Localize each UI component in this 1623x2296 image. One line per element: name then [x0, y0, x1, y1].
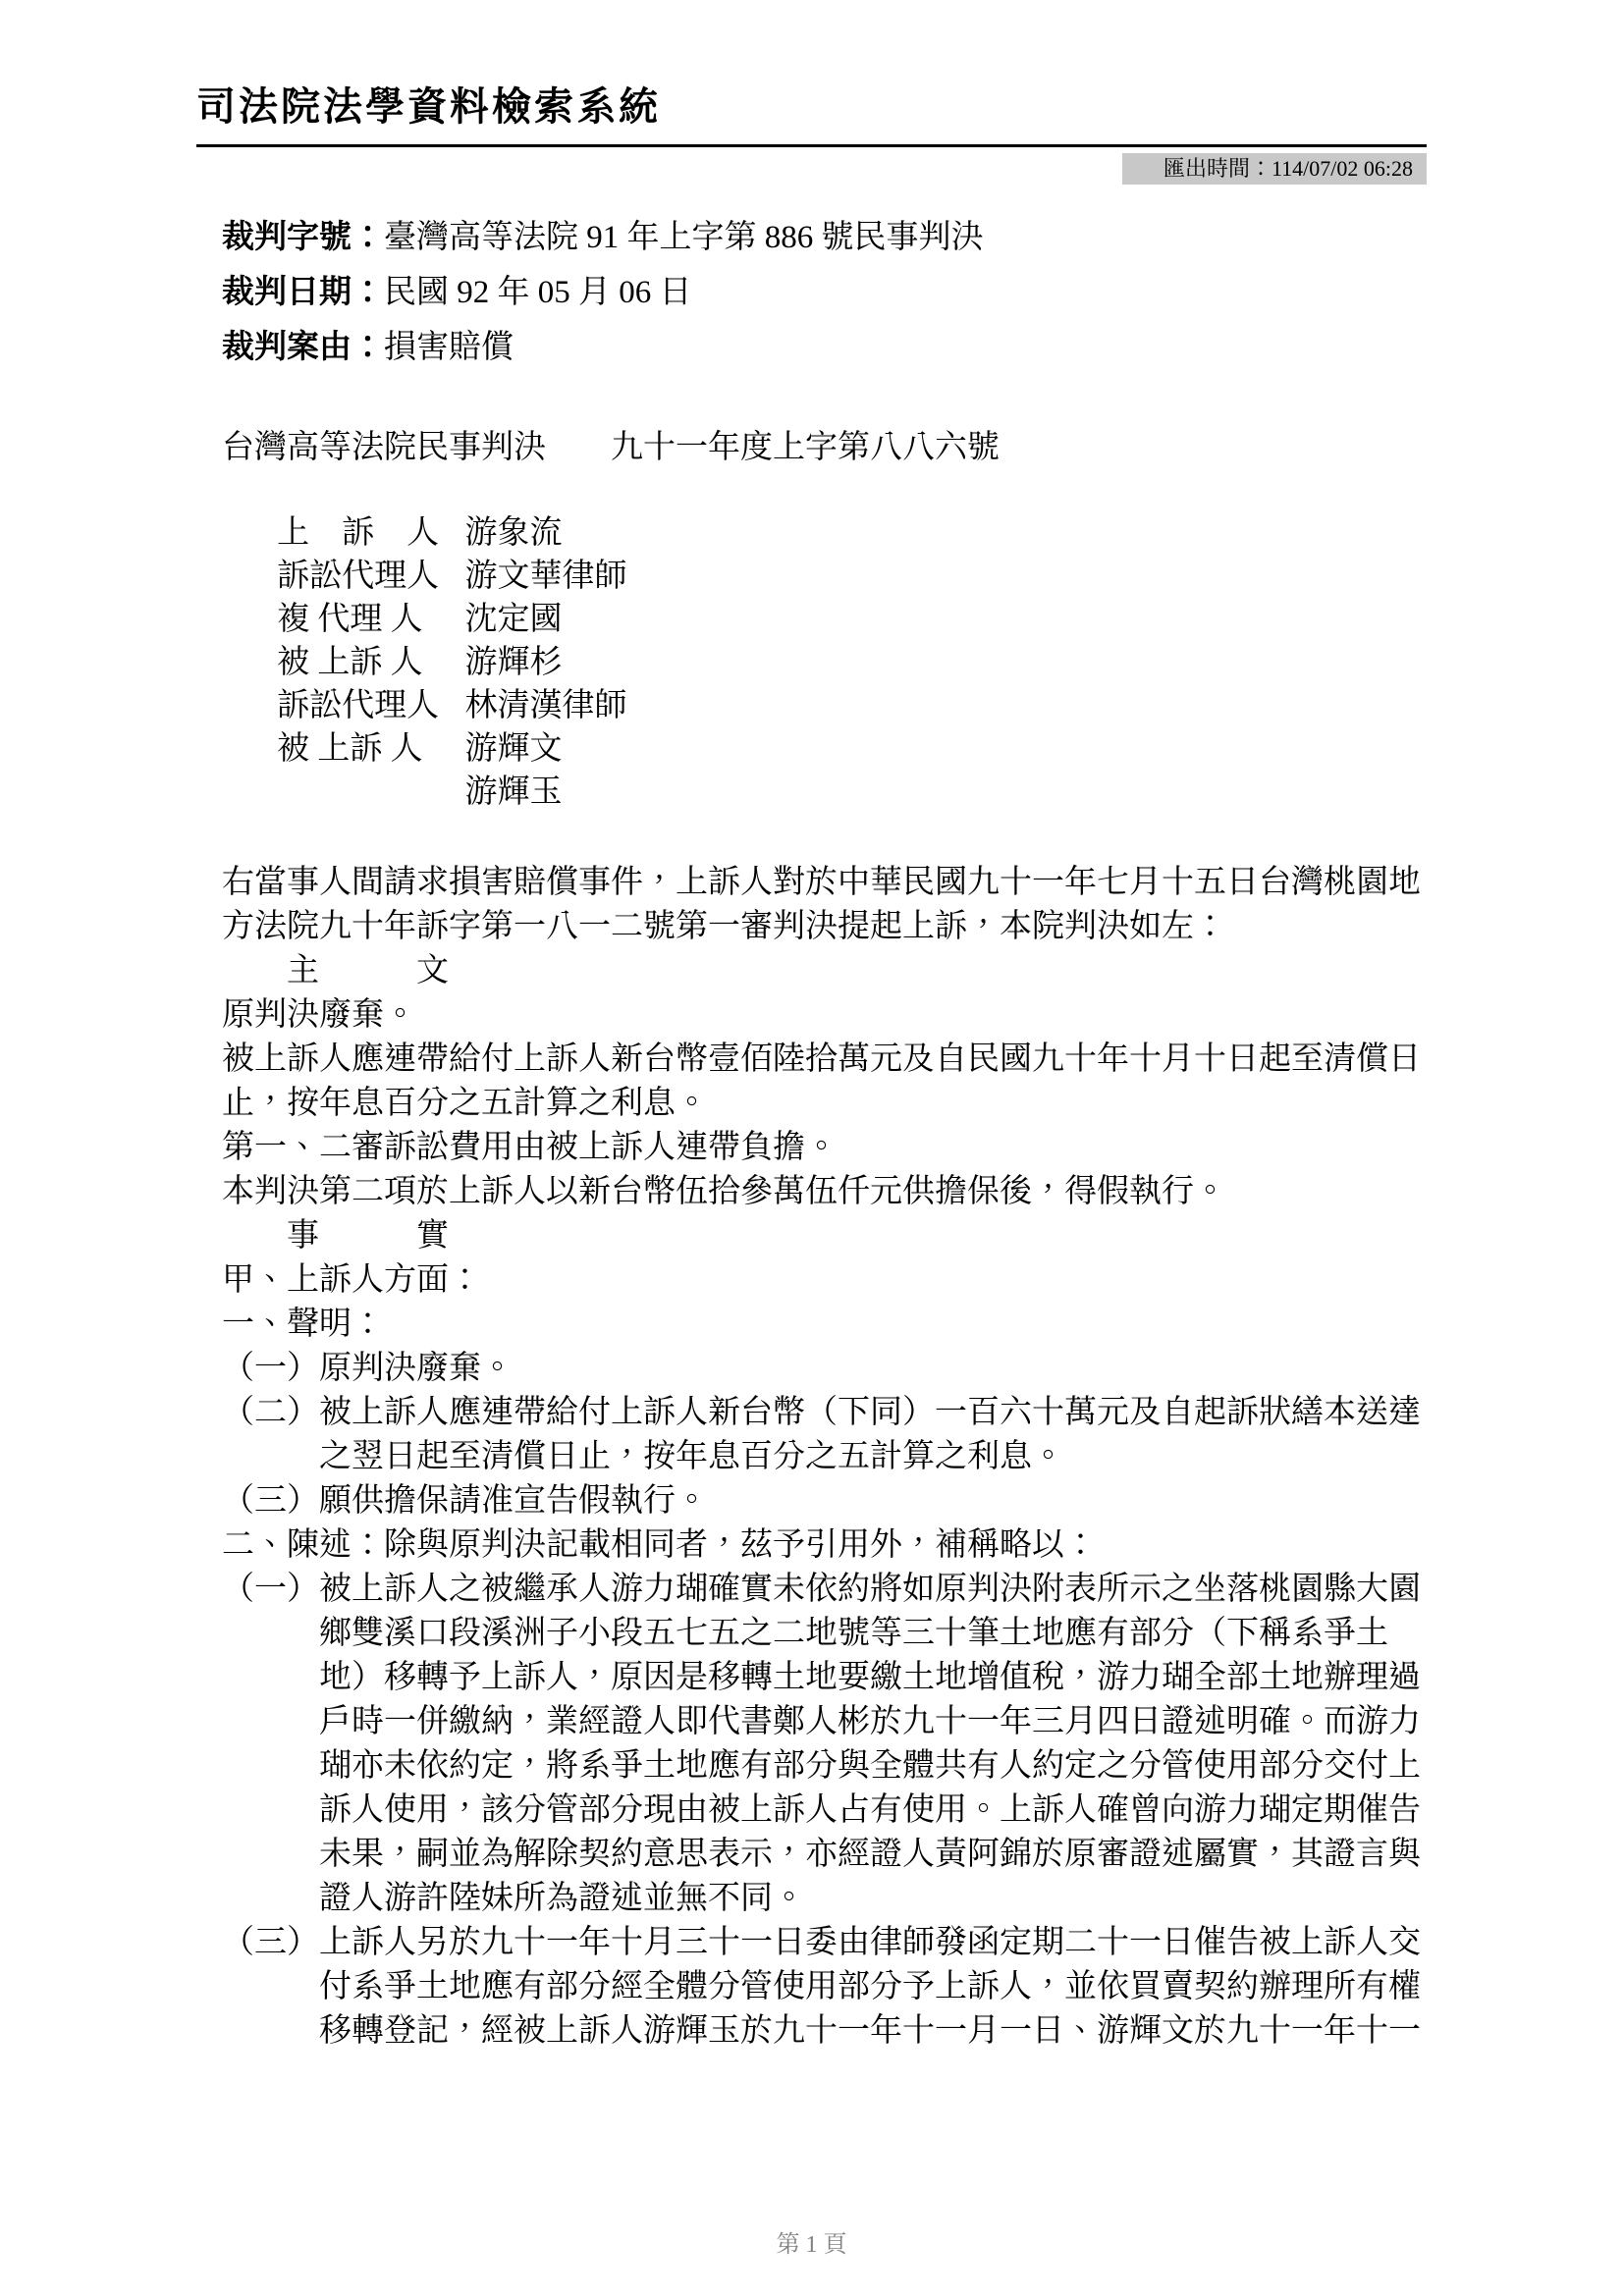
list-item: （三）願供擔保請准宣告假執行。 [222, 1483, 708, 1519]
paragraph: 一、聲明： [222, 1307, 384, 1342]
export-time-badge: 匯出時間：114/07/02 06:28 [1122, 153, 1427, 185]
list-item: （一）被上訴人之被繼承人游力瑚確實未依約將如原判決附表所示之坐落桃園縣大園鄉雙溪口段溪洲子小段五七五之二地號等三十筆土地應有部分（下稱系爭土地）移轉予上訴人，原因是移轉土地要繳土地增值稅，游力瑚全部土地辦理過戶時一併繳納，業經證人即代書鄭人彬於九十一年三月四日證述明確。而游力瑚亦未依約定，將系爭土地應有部分與全體共有人約定之分管使用部分交付上訴人使用，該分管部分現由被上訴人占有使用。上訴人確曾向游力瑚定期催告未果，嗣並為解除契約意思表示，亦經證人黃阿錦於原審證述屬實，其證言與證人游許陸妹所為證述並無不同。 [222, 1572, 1421, 1916]
party-name: 游輝玉 [464, 774, 563, 810]
list-item: （三）上訴人另於九十一年十月三十一日委由律師發函定期二十一日催告被上訴人交付系爭土地應有部分經全體分管使用部分予上訴人，並依買賣契約辦理所有權移轉登記，經被上訴人游輝玉於九十一年十一月一日、游輝文於九十一年十一 [222, 1925, 1421, 2049]
party-name: 游文華律師 [464, 559, 627, 594]
party-name: 游象流 [464, 515, 563, 551]
party-row [222, 641, 1427, 684]
metadata-value: 民國 92 年 05 月 06 日 [384, 275, 692, 310]
paragraph: 原判決廢棄。 [222, 997, 416, 1033]
export-time-row [196, 153, 1427, 185]
paragraph: 第一、二審訴訟費用由被上訴人連帶負擔。 [222, 1130, 838, 1165]
paragraph-preamble: 右當事人間請求損害賠償事件，上訴人對於中華民國九十一年七月十五日台灣桃園地方法院九十年訴字第一八一二號第一審判決提起上訴，本院判決如左： [222, 865, 1421, 944]
party-name: 沈定國 [464, 602, 563, 637]
party-row [222, 771, 1427, 814]
party-name: 游輝杉 [464, 645, 563, 680]
party-row [222, 684, 1427, 727]
page-footer [0, 2224, 1623, 2259]
party-role: 被 上訴 人 [277, 731, 423, 767]
parties-list [196, 511, 1427, 814]
metadata-label: 裁判字號： [222, 220, 384, 255]
party-role: 上 訴 人 [277, 515, 440, 551]
party-role: 複 代理 人 [277, 602, 423, 637]
party-role: 訴訟代理人 [277, 559, 440, 594]
party-row [222, 511, 1427, 555]
party-row [222, 727, 1427, 771]
metadata-value: 臺灣高等法院 91 年上字第 886 號民事判決 [384, 220, 984, 255]
paragraph: 本判決第二項於上訴人以新台幣伍拾參萬伍仟元供擔保後，得假執行。 [222, 1174, 1226, 1209]
paragraph: 被上訴人應連帶給付上訴人新台幣壹佰陸拾萬元及自民國九十年十月十日起至清償日止，按年息百分之五計算之利息。 [222, 1041, 1421, 1121]
page-number: 第 1 頁 [776, 2232, 847, 2258]
section-heading-main-text: 主 文 [222, 953, 449, 988]
metadata-row-case-cause [222, 320, 1427, 375]
party-name: 林清漢律師 [464, 688, 627, 723]
case-title: 台灣高等法院民事判決 九十一年度上字第八八六號 [222, 430, 1000, 465]
party-row [222, 555, 1427, 598]
party-role: 被 上訴 人 [277, 645, 423, 680]
section-heading-facts: 事 實 [222, 1218, 449, 1254]
metadata-value: 損害賠償 [384, 330, 514, 365]
list-item: （二）被上訴人應連帶給付上訴人新台幣（下同）一百六十萬元及自起訴狀繕本送達之翌日起至清償日止，按年息百分之五計算之利息。 [222, 1395, 1421, 1474]
paragraph: 二、陳述：除與原判決記載相同者，茲予引用外，補稱略以： [222, 1527, 1097, 1563]
metadata-section [196, 210, 1427, 375]
metadata-row-case-number [222, 210, 1427, 265]
party-name: 游輝文 [464, 731, 563, 767]
system-title: 司法院法學資料檢索系統 [196, 85, 661, 129]
list-item: （一）原判決廢棄。 [222, 1351, 514, 1386]
paragraph: 甲、上訴人方面： [222, 1262, 481, 1298]
metadata-label: 裁判案由： [222, 330, 384, 365]
party-row [222, 598, 1427, 641]
judgment-body [196, 861, 1427, 2054]
party-role: 訴訟代理人 [277, 688, 440, 723]
title-divider [196, 144, 1427, 147]
metadata-row-judgment-date [222, 265, 1427, 320]
metadata-label: 裁判日期： [222, 275, 384, 310]
